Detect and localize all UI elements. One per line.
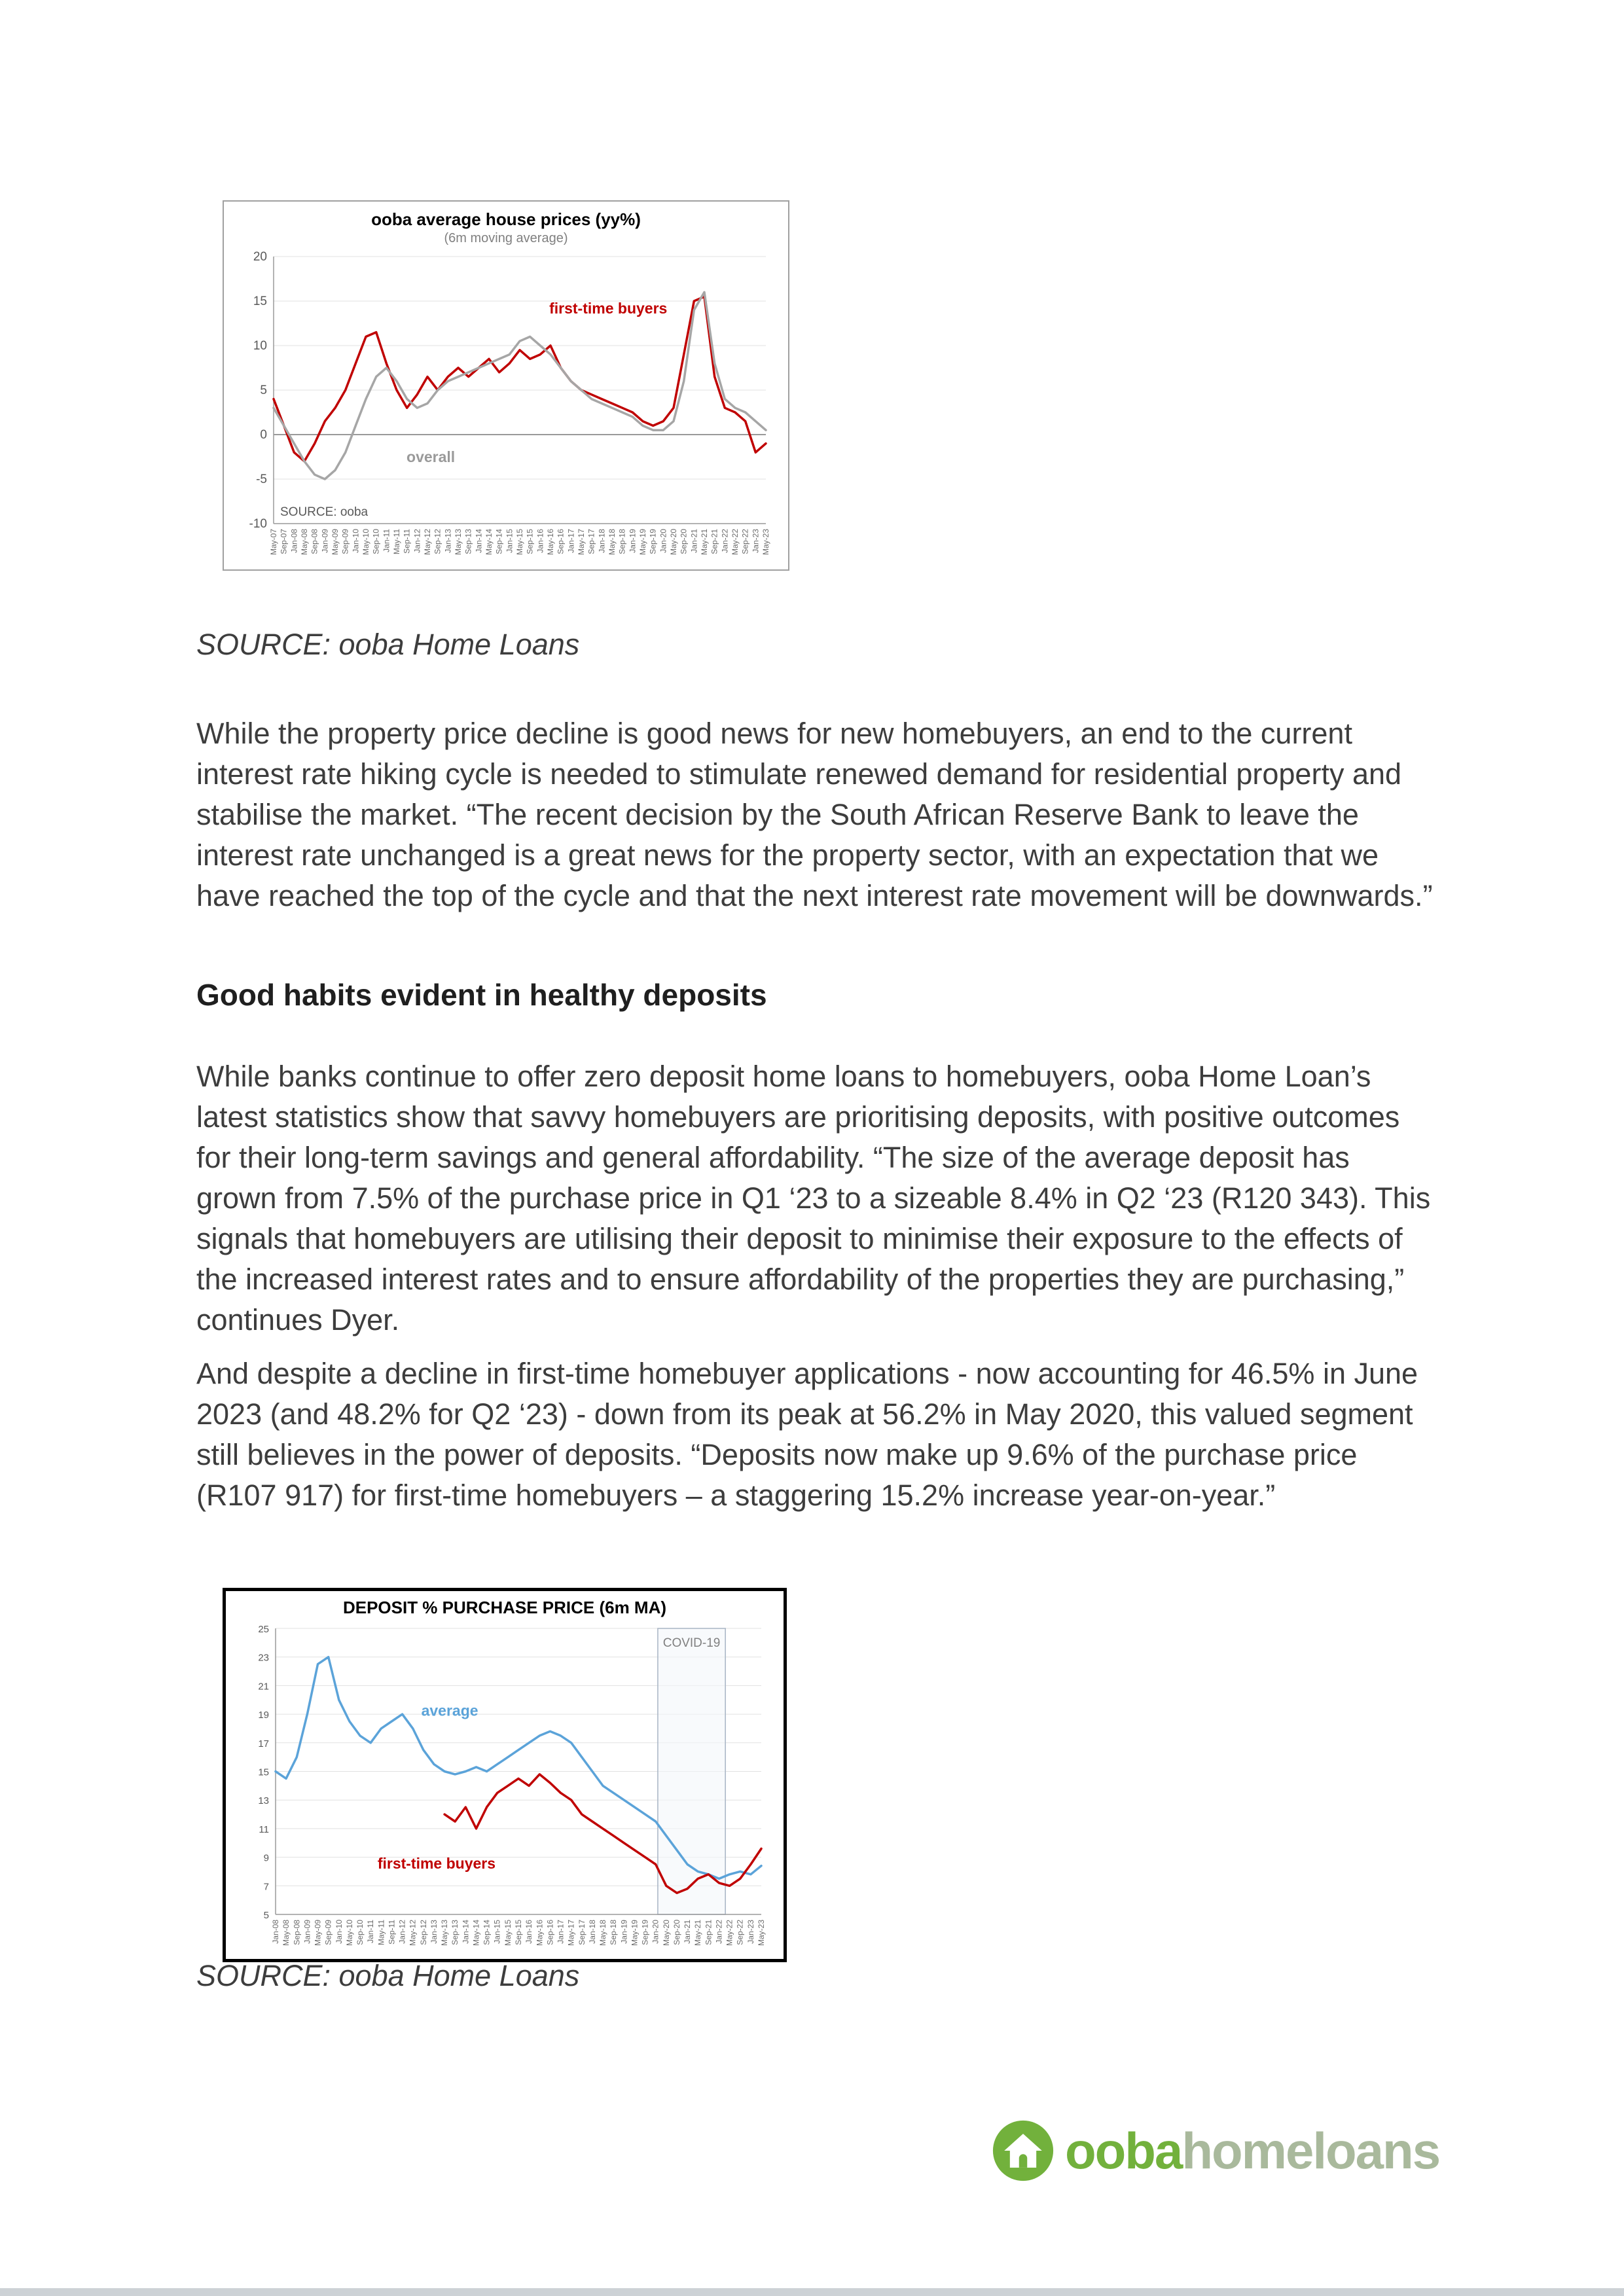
svg-text:Jan-12: Jan-12 — [397, 1920, 407, 1944]
svg-text:May-14: May-14 — [471, 1920, 481, 1946]
svg-text:15: 15 — [258, 1767, 269, 1778]
svg-text:Sep-14: Sep-14 — [482, 1920, 492, 1945]
svg-text:May-17: May-17 — [566, 1920, 576, 1946]
svg-text:Sep-12: Sep-12 — [418, 1920, 428, 1945]
svg-text:May-10: May-10 — [344, 1920, 354, 1946]
svg-text:Jan-10: Jan-10 — [351, 529, 361, 553]
svg-text:overall: overall — [406, 448, 456, 466]
svg-text:Jan-10: Jan-10 — [334, 1920, 344, 1944]
svg-text:10: 10 — [253, 339, 267, 353]
svg-text:first-time buyers: first-time buyers — [377, 1855, 496, 1873]
svg-text:Jan-22: Jan-22 — [720, 529, 730, 553]
svg-text:Jan-17: Jan-17 — [556, 1920, 566, 1944]
svg-text:May-22: May-22 — [725, 1920, 734, 1946]
svg-text:May-08: May-08 — [300, 529, 309, 556]
svg-text:Sep-13: Sep-13 — [450, 1920, 460, 1945]
svg-text:Jan-22: Jan-22 — [714, 1920, 724, 1944]
svg-text:Jan-11: Jan-11 — [366, 1920, 376, 1943]
svg-text:Jan-20: Jan-20 — [659, 529, 668, 553]
svg-text:May-19: May-19 — [630, 1920, 640, 1946]
svg-text:Sep-10: Sep-10 — [355, 1920, 365, 1945]
svg-text:Jan-08: Jan-08 — [289, 529, 299, 553]
svg-text:SOURCE: ooba: SOURCE: ooba — [280, 505, 369, 519]
svg-text:Sep-20: Sep-20 — [672, 1920, 681, 1945]
svg-text:May-15: May-15 — [503, 1920, 513, 1946]
svg-text:21: 21 — [258, 1681, 269, 1693]
svg-text:5: 5 — [263, 1910, 269, 1921]
svg-text:COVID-19: COVID-19 — [662, 1636, 721, 1650]
svg-text:Sep-16: Sep-16 — [556, 529, 566, 554]
svg-text:Jan-19: Jan-19 — [628, 529, 638, 553]
svg-text:average: average — [421, 1702, 478, 1719]
chart-title: DEPOSIT % PURCHASE PRICE (6m MA) — [342, 1598, 667, 1617]
svg-text:May-16: May-16 — [546, 529, 555, 556]
svg-text:Jan-17: Jan-17 — [566, 529, 576, 553]
svg-text:13: 13 — [258, 1795, 269, 1807]
svg-text:Sep-21: Sep-21 — [710, 529, 719, 554]
svg-text:Sep-19: Sep-19 — [640, 1920, 650, 1945]
chart-title: ooba average house prices (yy%) — [371, 209, 641, 229]
svg-text:May-21: May-21 — [700, 529, 709, 556]
svg-text:20: 20 — [253, 250, 267, 264]
source-caption: SOURCE: ooba Home Loans — [196, 1959, 580, 1992]
svg-text:May-07: May-07 — [269, 529, 278, 556]
svg-text:17: 17 — [258, 1738, 269, 1749]
svg-text:Sep-17: Sep-17 — [577, 1920, 586, 1945]
paragraph-deposits: While banks continue to offer zero deposit home loans to homebuyers, ooba Home Loan’s latest statistics show that savvy homebuyers are prioritising deposits, with positive outcomes for their long-term savings and general affordability. “The size of the average deposit has grown from 7.5% of the purchase price in Q1 ‘23 to a sizeable 8.4% in Q2 ‘23 (R120 343). This signals that homebuyers are utilising their deposit to minimise their exposure to the effects of the increased interest rates and to ensure affordability of the properties they are purchasing,” continues Dyer. — [196, 1060, 1431, 1336]
svg-text:Sep-22: Sep-22 — [740, 529, 750, 554]
svg-text:May-23: May-23 — [761, 529, 770, 556]
svg-text:Sep-21: Sep-21 — [704, 1920, 713, 1945]
page-edge — [0, 2288, 1624, 2296]
svg-text:Jan-13: Jan-13 — [429, 1920, 439, 1944]
deposit-plot — [232, 1618, 777, 1956]
svg-text:Jan-19: Jan-19 — [619, 1920, 629, 1944]
svg-text:Sep-20: Sep-20 — [679, 529, 689, 554]
svg-text:May-22: May-22 — [731, 529, 740, 556]
svg-text:May-21: May-21 — [693, 1920, 703, 1946]
svg-text:Sep-10: Sep-10 — [371, 529, 381, 554]
svg-text:-5: -5 — [256, 473, 267, 486]
svg-text:Jan-15: Jan-15 — [492, 1920, 502, 1944]
svg-text:19: 19 — [258, 1710, 269, 1721]
svg-text:Jan-16: Jan-16 — [524, 1920, 534, 1944]
house-prices-plot — [230, 246, 782, 565]
svg-text:Jan-12: Jan-12 — [412, 529, 422, 553]
svg-text:-10: -10 — [249, 517, 267, 531]
svg-text:Jan-13: Jan-13 — [443, 529, 453, 553]
ooba-house-icon — [992, 2119, 1055, 2182]
svg-text:May-18: May-18 — [598, 1920, 608, 1946]
svg-text:Jan-08: Jan-08 — [271, 1920, 280, 1944]
svg-text:Jan-18: Jan-18 — [597, 529, 607, 553]
svg-text:Sep-08: Sep-08 — [292, 1920, 302, 1945]
svg-text:May-18: May-18 — [607, 529, 617, 556]
svg-text:May-23: May-23 — [757, 1920, 766, 1946]
svg-text:Sep-14: Sep-14 — [494, 529, 504, 554]
svg-text:Sep-07: Sep-07 — [279, 529, 289, 554]
svg-text:Jan-09: Jan-09 — [302, 1920, 312, 1944]
svg-text:Jan-14: Jan-14 — [461, 1920, 471, 1944]
svg-text:25: 25 — [258, 1624, 269, 1635]
svg-text:May-20: May-20 — [661, 1920, 671, 1946]
svg-text:Sep-16: Sep-16 — [545, 1920, 555, 1945]
svg-text:May-09: May-09 — [331, 529, 340, 556]
svg-text:May-16: May-16 — [535, 1920, 545, 1946]
svg-text:11: 11 — [259, 1823, 269, 1835]
svg-text:Sep-17: Sep-17 — [586, 529, 596, 554]
svg-text:Jan-18: Jan-18 — [587, 1920, 597, 1944]
svg-text:Jan-23: Jan-23 — [751, 529, 761, 553]
svg-text:Jan-15: Jan-15 — [505, 529, 514, 553]
svg-text:May-13: May-13 — [454, 529, 463, 556]
svg-text:5: 5 — [260, 384, 267, 397]
brand-primary: ooba — [1065, 2122, 1182, 2179]
chart-header — [232, 1598, 777, 1618]
svg-text:May-20: May-20 — [669, 529, 678, 556]
svg-text:May-08: May-08 — [281, 1920, 291, 1946]
svg-text:Jan-09: Jan-09 — [320, 529, 330, 553]
brand-secondary: homeloans — [1182, 2122, 1440, 2179]
source-caption: SOURCE: ooba Home Loans — [196, 628, 580, 661]
svg-text:May-09: May-09 — [313, 1920, 323, 1946]
svg-text:Sep-22: Sep-22 — [735, 1920, 745, 1945]
svg-text:May-17: May-17 — [577, 529, 586, 556]
house-prices-chart — [223, 200, 789, 571]
svg-text:May-12: May-12 — [423, 529, 432, 556]
section-heading-deposits: Good habits evident in healthy deposits — [196, 978, 767, 1012]
svg-text:May-11: May-11 — [376, 1920, 386, 1946]
svg-text:Sep-09: Sep-09 — [340, 529, 350, 554]
ooba-wordmark — [1065, 2119, 1439, 2182]
svg-text:May-12: May-12 — [408, 1920, 418, 1946]
svg-text:May-13: May-13 — [440, 1920, 450, 1946]
svg-text:23: 23 — [258, 1652, 269, 1664]
svg-text:Sep-15: Sep-15 — [514, 1920, 523, 1945]
svg-text:Sep-11: Sep-11 — [402, 529, 412, 554]
svg-text:Sep-18: Sep-18 — [617, 529, 627, 554]
svg-text:May-14: May-14 — [484, 529, 494, 556]
ooba-logo — [992, 2119, 1439, 2182]
svg-text:Jan-16: Jan-16 — [535, 529, 545, 553]
svg-text:Sep-12: Sep-12 — [433, 529, 442, 554]
svg-text:9: 9 — [263, 1852, 269, 1864]
svg-text:Sep-13: Sep-13 — [463, 529, 473, 554]
deposit-chart — [223, 1588, 787, 1962]
svg-text:Sep-19: Sep-19 — [648, 529, 658, 554]
svg-text:Jan-20: Jan-20 — [651, 1920, 660, 1944]
chart-header — [230, 209, 782, 246]
svg-text:Sep-15: Sep-15 — [525, 529, 535, 554]
svg-text:Sep-09: Sep-09 — [323, 1920, 333, 1945]
svg-text:May-10: May-10 — [361, 529, 370, 556]
svg-text:Jan-14: Jan-14 — [474, 529, 484, 553]
svg-text:May-11: May-11 — [392, 529, 401, 555]
svg-text:Jan-21: Jan-21 — [689, 529, 699, 553]
svg-text:0: 0 — [260, 428, 267, 442]
paragraph-interest-rates: While the property price decline is good news for new homebuyers, an end to the current interest rate hiking cycle is needed to stimulate renewed demand for residential property and stabilise the market. “The recent decision by the South African Reserve Bank to leave the interest rate unchanged is a great news for the property sector, with an expectation that we have reached the top of the cycle and that the next interest rate movement will be downwards.” — [196, 717, 1433, 912]
svg-text:Sep-18: Sep-18 — [609, 1920, 619, 1945]
svg-text:May-15: May-15 — [515, 529, 524, 556]
svg-text:Sep-11: Sep-11 — [387, 1920, 397, 1945]
paragraph-first-time-buyers: And despite a decline in first-time homebuyer applications - now accounting for 46.5% in June 2023 (and 48.2% for Q2 ‘23) - down from its peak at 56.2% in May 2020, this valued segment still believes in the power of deposits. “Deposits now make up 9.6% of the purchase price (R107 917) for first-time homebuyers – a staggering 15.2% increase year-on-year.” — [196, 1357, 1418, 1512]
svg-text:7: 7 — [263, 1881, 269, 1893]
svg-text:Sep-08: Sep-08 — [310, 529, 319, 554]
chart-subtitle: (6m moving average) — [444, 231, 568, 245]
svg-text:May-19: May-19 — [638, 529, 647, 556]
svg-text:Jan-23: Jan-23 — [746, 1920, 755, 1944]
svg-text:Jan-11: Jan-11 — [382, 529, 391, 552]
svg-text:first-time buyers: first-time buyers — [549, 300, 668, 317]
svg-text:15: 15 — [253, 295, 267, 308]
svg-text:Jan-21: Jan-21 — [683, 1920, 693, 1944]
